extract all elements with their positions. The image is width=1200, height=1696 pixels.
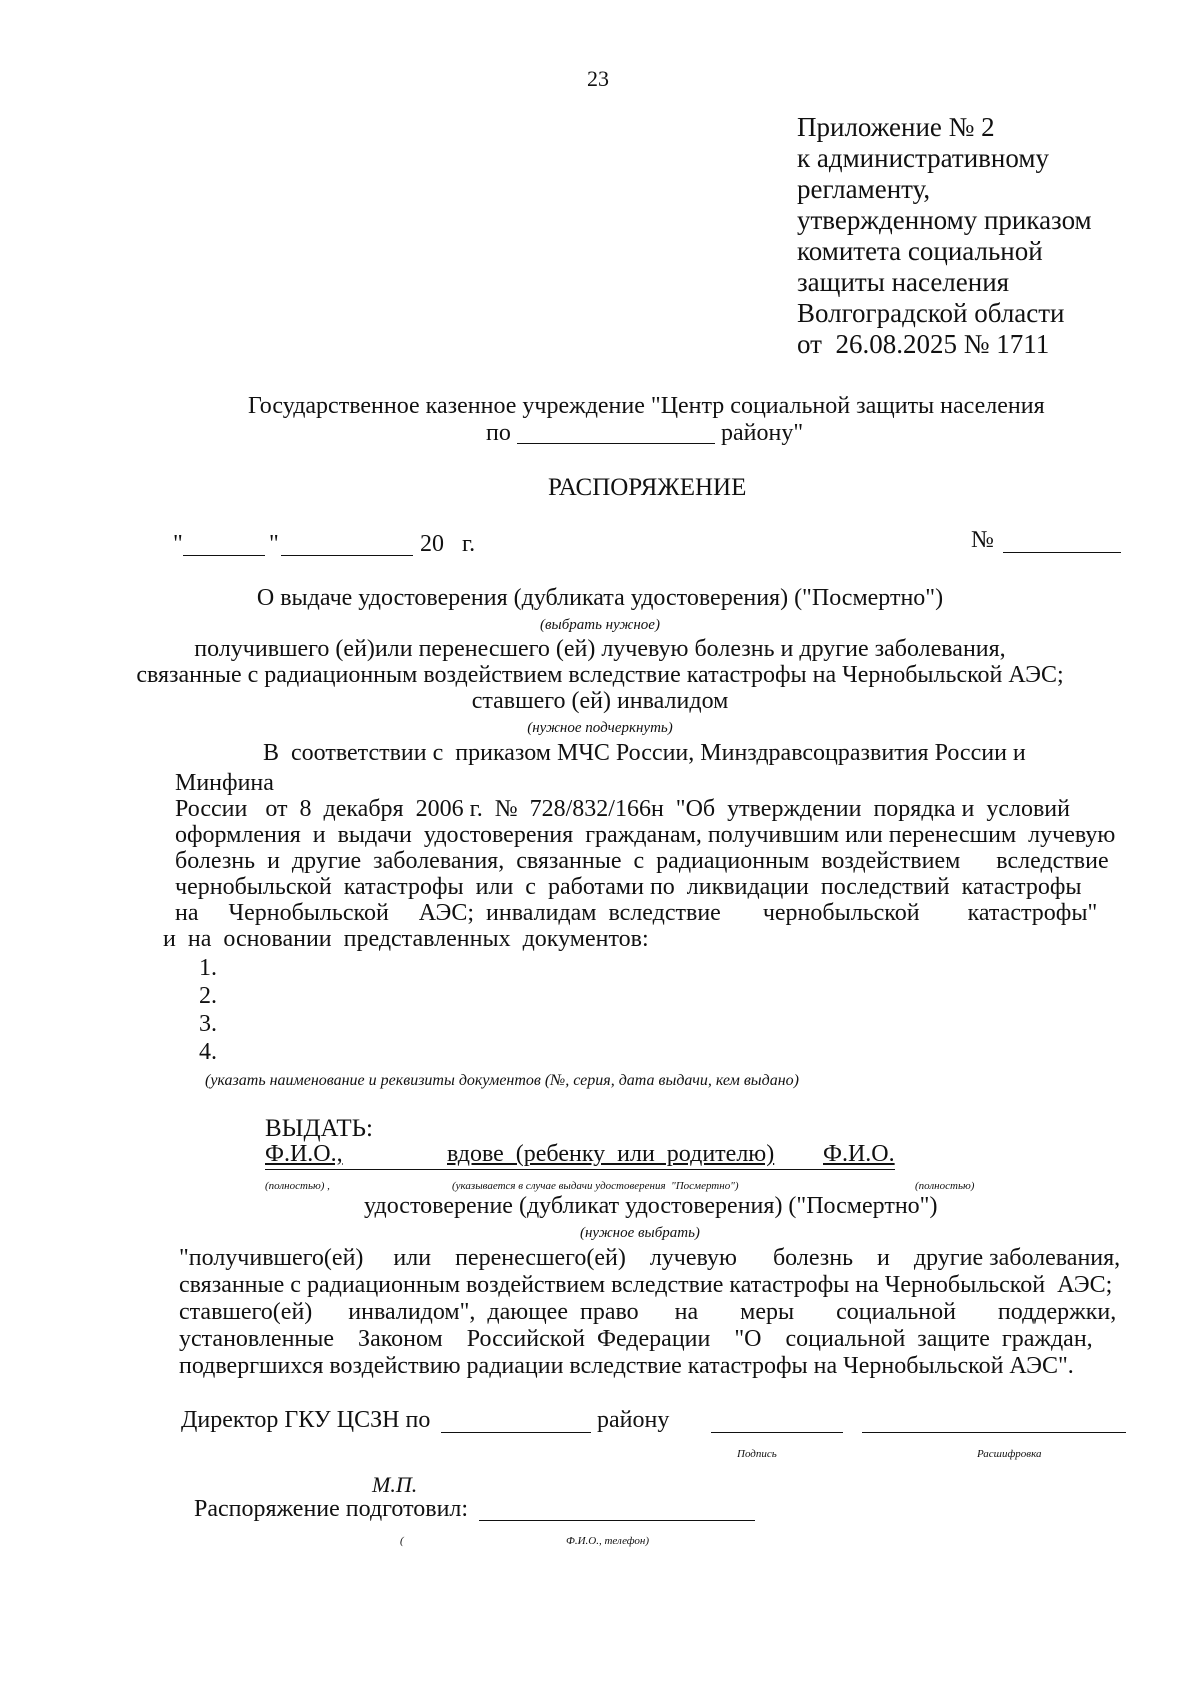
date-year: 20 г. [420,531,476,557]
appendix-line: регламенту, [797,174,931,204]
subject-line1: О выдаче удостоверения (дубликата удостоверения) ("Посмертно") [256,585,944,611]
hint-full2: (полностью) [915,1180,975,1192]
issue-heading: ВЫДАТЬ: [265,1115,373,1142]
basis-line: болезнь и другие заболевания, связанные с радиационным воздействием вследствие [175,848,1109,874]
subject-hint1: (выбрать нужное) [540,617,660,633]
subject-hint2: (нужное подчеркнуть) [527,720,673,736]
cert-line: подвергшихся воздействию радиации вследствие катастрофы на Чернобыльской АЭС". [179,1353,1074,1379]
prepared-blank[interactable] [479,1520,755,1521]
document-item: 2. [199,983,217,1009]
basis-line: и на основании представленных документов: [163,926,649,952]
district-blank[interactable] [517,443,715,444]
cert-line: связанные с радиационным воздействием вследствие катастрофы на Чернобыльской АЭС; [179,1272,1113,1298]
date-quote-open: " [173,531,183,557]
subject-line4: ставшего (ей) инвалидом [471,688,729,714]
issue-fio1: Ф.И.О., [265,1141,343,1167]
appendix-line: защиты населения [797,267,1010,297]
issue-certificate: удостоверение (дубликат удостоверения) ("Посмертно") [364,1193,938,1219]
document-item: 3. [199,1011,217,1037]
hint-full1: (полностью) , [265,1180,330,1192]
sign-hint: Подпись [737,1448,777,1460]
decode-hint: Расшифровка [977,1448,1042,1460]
cert-line: установленные Законом Российской Федерации "О социальной защите граждан, [179,1326,1093,1352]
cert-line: ставшего(ей) инвалидом", дающее право на меры социальной поддержки, [179,1299,1117,1325]
director-suffix: району [597,1407,670,1433]
subject-line2: получившего (ей)или перенесшего (ей) лучевую болезнь и другие заболевания, [194,636,1006,662]
page-number: 23 [587,66,609,91]
prepared-by: Распоряжение подготовил: [194,1496,469,1522]
institution-line2-prefix: по [486,420,511,446]
hint-choose: (нужное выбрать) [580,1225,700,1241]
prepared-hint: Ф.И.О., телефон) [566,1535,649,1547]
appendix-block [797,112,1092,360]
stamp-label: М.П. [372,1472,418,1497]
basis-line: оформления и выдачи удостоверения гражданам, получившим или перенесшим лучевую [175,822,1116,848]
basis-line: В соответствии с приказом МЧС России, Минздравсоцразвития России и [263,740,1026,766]
day-blank[interactable] [183,555,265,556]
documents-hint: (указать наименование и реквизиты документов (№, серия, дата выдачи, кем выдано) [205,1072,799,1089]
signature-blank[interactable] [711,1432,843,1433]
month-blank[interactable] [281,555,413,556]
appendix-line: утвержденному приказом [797,205,1092,235]
decode-blank[interactable] [862,1432,1126,1433]
document-item: 1. [199,955,217,981]
basis-line: чернобыльской катастрофы или с работами по ликвидации последствий катастрофы [175,874,1082,900]
appendix-line: Приложение № 2 [797,112,995,142]
cert-line: "получившего(ей) или перенесшего(ей) лучевую болезнь и другие заболевания, [179,1245,1121,1271]
prepared-paren: ( [400,1535,404,1547]
basis-line: Минфина [175,770,274,796]
basis-line: России от 8 декабря 2006 г. № 728/832/166н "Об утверждении порядка и условий [175,796,1070,822]
document-item: 4. [199,1039,217,1065]
number-blank[interactable] [1003,552,1121,553]
number-sign: № [971,527,994,553]
date-quote-close: " [269,531,279,557]
issue-fio2: Ф.И.О. [823,1141,895,1167]
hint-posthumous: (указывается в случае выдачи удостоверения "Посмертно") [452,1180,739,1192]
appendix-line: от 26.08.2025 № 1711 [797,329,1050,359]
issue-relative: вдове (ребенку или родителю) [447,1141,775,1167]
issue-underline [265,1169,895,1170]
director-prefix: Директор ГКУ ЦСЗН по [181,1407,431,1433]
appendix-line: комитета социальной [797,236,1043,266]
institution-line1: Государственное казенное учреждение "Центр социальной защиты населения [248,393,1045,419]
appendix-line: к административному [797,143,1049,173]
doc-title: РАСПОРЯЖЕНИЕ [548,474,747,501]
appendix-line: Волгоградской области [797,298,1065,328]
director-district-blank[interactable] [441,1432,591,1433]
basis-line: на Чернобыльской АЭС; инвалидам вследствие чернобыльской катастрофы" [175,900,1098,926]
subject-line3: связанные с радиационным воздействием вследствие катастрофы на Чернобыльской АЭС; [136,662,1064,688]
institution-line2-suffix: району" [721,420,804,446]
